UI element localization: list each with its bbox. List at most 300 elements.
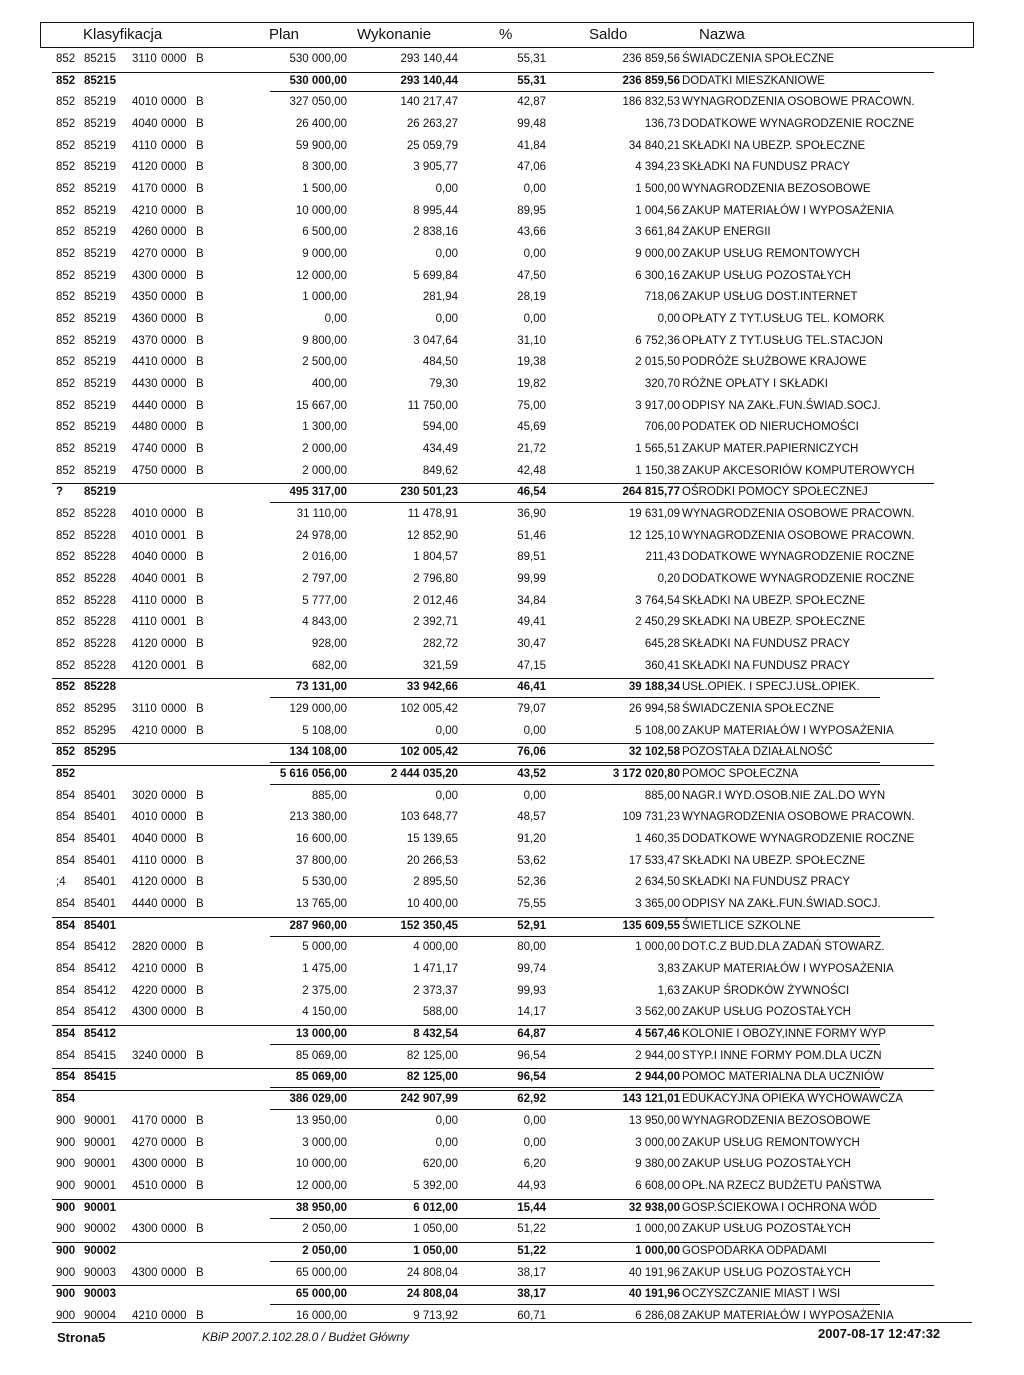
cell-wykonanie: 79,30 [429,378,458,391]
cell-dzial: 854 [56,854,76,867]
cell-plan: 530 000,00 [289,74,347,87]
footer-divider [52,1322,972,1323]
cell-dzial: 854 [56,1006,76,1019]
cell-nazwa: STYP.I INNE FORMY POM.DLA UCZN [682,1049,882,1062]
table-header [40,22,974,48]
cell-dzial: 852 [56,616,76,629]
cell-percent: 51,22 [517,1223,546,1236]
cell-nazwa: POMOC MATERIALNA DLA UCZNIÓW [682,1071,884,1084]
cell-dzial: 854 [56,941,76,954]
cell-rozdzial: 85415 [84,1071,116,1084]
cell-wykonanie: 6 012,00 [413,1201,458,1214]
cell-zrodlo: B [196,833,204,846]
cell-paragraf: 4750 [132,464,158,477]
cell-dzial: 852 [56,161,76,174]
cell-plan: 4 150,00 [302,1006,347,1019]
cell-wykonanie: 140 217,47 [400,96,458,109]
cell-nazwa: PODATEK OD NIERUCHOMOŚCI [682,421,859,434]
cell-plan: 2 050,00 [302,1223,347,1236]
cell-pozycja: 0000 [161,356,187,369]
cell-saldo: 26 994,58 [628,703,680,716]
cell-dzial: 852 [56,421,76,434]
cell-nazwa: ZAKUP USŁUG REMONTOWYCH [682,248,860,261]
cell-zrodlo: B [196,399,204,412]
cell-plan: 1 500,00 [302,183,347,196]
cell-dzial: 852 [56,313,76,326]
cell-rozdzial: 85228 [84,638,116,651]
cell-wykonanie: 293 140,44 [400,74,458,87]
cell-nazwa: SKŁADKI NA FUNDUSZ PRACY [682,659,851,672]
page-footer [0,1326,1024,1350]
cell-zrodlo: B [196,421,204,434]
cell-wykonanie: 321,59 [422,659,458,672]
cell-dzial: 852 [56,226,76,239]
cell-rozdzial: 85219 [84,161,116,174]
cell-dzial: 852 [56,443,76,456]
table-row [0,418,1024,439]
cell-zrodlo: B [196,1309,204,1322]
cell-nazwa: GOSPODARKA ODPADAMI [682,1244,827,1257]
cell-saldo: 17 533,47 [628,854,680,867]
cell-paragraf: 4350 [132,291,158,304]
cell-nazwa: ZAKUP USŁUG DOST.INTERNET [682,291,858,304]
cell-rozdzial: 90001 [84,1136,116,1149]
cell-plan: 386 029,00 [289,1093,347,1106]
cell-rozdzial: 85401 [84,876,116,889]
cell-rozdzial: 85219 [84,421,116,434]
cell-percent: 0,00 [523,724,546,737]
subtotal-underline [270,1261,880,1262]
cell-zrodlo: B [196,443,204,456]
cell-rozdzial: 85219 [84,313,116,326]
cell-plan: 1 475,00 [302,963,347,976]
cell-pozycja: 0000 [161,898,187,911]
table-row [0,1155,1024,1176]
cell-plan: 16 000,00 [295,1309,347,1322]
cell-percent: 75,00 [517,399,546,412]
cell-rozdzial: 90002 [84,1244,116,1257]
cell-zrodlo: B [196,594,204,607]
cell-plan: 5 530,00 [302,876,347,889]
cell-pozycja: 0000 [161,551,187,564]
cell-paragraf: 4110 [132,139,157,152]
cell-percent: 42,48 [517,464,546,477]
cell-rozdzial: 90004 [84,1309,116,1322]
cell-rozdzial: 85219 [84,204,116,217]
table-row [0,180,1024,201]
cell-wykonanie: 0,00 [435,724,458,737]
cell-percent: 15,44 [517,1201,546,1214]
cell-zrodlo: B [196,876,204,889]
cell-saldo: 3 172 020,80 [612,768,680,781]
cell-wykonanie: 434,49 [422,443,458,456]
cell-plan: 13 765,00 [295,898,347,911]
cell-saldo: 264 815,77 [622,486,680,499]
cell-dzial: 852 [56,529,76,542]
cell-paragraf: 4210 [132,724,158,737]
cell-plan: 8 300,00 [302,161,347,174]
cell-dzial: 852 [56,248,76,261]
cell-rozdzial: 85219 [84,378,116,391]
cell-saldo: 12 125,10 [628,529,680,542]
cell-wykonanie: 8 432,54 [413,1028,458,1041]
cell-percent: 14,17 [517,1006,546,1019]
cell-plan: 400,00 [311,378,347,391]
cell-percent: 79,07 [517,703,546,716]
table-row [0,115,1024,136]
cell-wykonanie: 11 750,00 [407,399,458,412]
cell-percent: 19,38 [517,356,546,369]
subtotal-underline [270,1218,880,1219]
table-row [0,527,1024,548]
table-row [0,613,1024,634]
subtotal-underline [270,502,880,503]
cell-dzial: 854 [56,789,76,802]
cell-nazwa: ZAKUP MATERIAŁÓW I WYPOSAŻENIA [682,1309,894,1322]
cell-paragraf: 4040 [132,833,158,846]
cell-pozycja: 0000 [161,96,187,109]
cell-wykonanie: 9 713,92 [413,1309,458,1322]
cell-nazwa: DOT.C.Z BUD.DLA ZADAŃ STOWARZ. [682,941,885,954]
cell-wykonanie: 10 400,00 [406,898,458,911]
cell-nazwa: ZAKUP MATERIAŁÓW I WYPOSAŻENIA [682,963,894,976]
cell-saldo: 3 661,84 [635,226,680,239]
cell-percent: 52,36 [517,876,546,889]
cell-zrodlo: B [196,53,204,65]
cell-plan: 37 800,00 [295,854,347,867]
cell-plan: 682,00 [311,659,347,672]
cell-percent: 60,71 [517,1309,546,1322]
cell-wykonanie: 0,00 [435,313,458,326]
cell-percent: 76,06 [517,746,546,759]
cell-zrodlo: B [196,1136,204,1149]
subtotal-row [0,678,1024,699]
cell-wykonanie: 102 005,42 [400,746,458,759]
cell-nazwa: ŚWIADCZENIA SPOŁECZNE [682,703,835,716]
cell-percent: 44,93 [517,1179,546,1192]
cell-pozycja: 0000 [161,139,187,152]
cell-zrodlo: B [196,183,204,196]
cell-pozycja: 0000 [161,291,187,304]
table-row [0,548,1024,569]
cell-pozycja: 0000 [161,269,187,282]
cell-nazwa: DODATKOWE WYNAGRODZENIE ROCZNE [682,551,915,564]
cell-saldo: 2 944,00 [635,1049,680,1062]
cell-percent: 96,54 [517,1049,546,1062]
cell-percent: 99,48 [517,118,546,130]
cell-wykonanie: 594,00 [422,421,458,434]
cell-zrodlo: B [196,551,204,564]
cell-wykonanie: 2 392,71 [413,616,458,629]
cell-rozdzial: 85401 [84,811,116,824]
cell-nazwa: WYNAGRODZENIA BEZOSOBOWE [682,1114,871,1127]
cell-nazwa: ODPISY NA ZAKŁ.FUN.ŚWIAD.SOCJ. [682,898,881,911]
cell-dzial: 852 [56,399,76,412]
cell-nazwa: GOSP.ŚCIEKOWA I OCHRONA WÓD [682,1201,877,1214]
cell-nazwa: SKŁADKI NA FUNDUSZ PRACY [682,161,851,174]
cell-dzial: 852 [56,291,76,304]
cell-dzial: 900 [56,1309,76,1322]
cell-percent: 43,52 [517,768,546,781]
cell-nazwa: SKŁADKI NA UBEZP. SPOŁECZNE [682,139,866,152]
cell-paragraf: 4110 [132,594,157,607]
cell-saldo: 6 608,00 [635,1179,680,1192]
cell-pozycja: 0000 [161,811,187,824]
cell-wykonanie: 2 838,16 [413,226,458,239]
table-row [0,873,1024,894]
cell-rozdzial: 85219 [84,118,116,130]
cell-pozycja: 0000 [161,1179,187,1192]
cell-rozdzial: 85401 [84,789,116,802]
subtotal-row [0,917,1024,938]
cell-pozycja: 0000 [161,1266,187,1279]
cell-plan: 213 380,00 [289,811,347,824]
cell-paragraf: 4270 [132,1136,158,1149]
cell-paragraf: 4300 [132,1266,158,1279]
table-row [0,202,1024,223]
cell-percent: 38,17 [517,1266,546,1279]
cell-paragraf: 4440 [132,399,158,412]
cell-zrodlo: B [196,1114,204,1127]
cell-dzial: 852 [56,74,76,87]
cell-wykonanie: 103 648,77 [400,811,458,824]
cell-rozdzial: 90001 [84,1201,116,1214]
cell-rozdzial: 85219 [84,356,116,369]
cell-wykonanie: 5 699,84 [413,269,458,282]
cell-pozycja: 0001 [161,529,187,542]
cell-plan: 5 616 056,00 [279,768,347,781]
subtotal-row [0,72,1024,93]
cell-plan: 13 950,00 [295,1114,347,1127]
cell-wykonanie: 230 501,23 [400,486,458,499]
table-row [0,787,1024,808]
cell-paragraf: 4260 [132,226,158,239]
cell-rozdzial: 85228 [84,508,116,521]
cell-pozycja: 0000 [161,53,187,65]
cell-plan: 16 600,00 [295,833,347,846]
cell-percent: 30,47 [517,638,546,651]
cell-pozycja: 0000 [161,204,187,217]
cell-dzial: 852 [56,53,76,65]
cell-nazwa: ZAKUP USŁUG REMONTOWYCH [682,1136,860,1149]
cell-pozycja: 0000 [161,226,187,239]
cell-paragraf: 4210 [132,963,158,976]
cell-pozycja: 0000 [161,183,187,196]
cell-rozdzial: 85219 [84,399,116,412]
cell-percent: 47,50 [517,269,546,282]
cell-nazwa: USŁ.OPIEK. I SPECJ.USŁ.OPIEK. [682,681,860,694]
cell-nazwa: OPŁ.NA RZECZ BUDŻETU PAŃSTWA [682,1179,882,1192]
cell-plan: 10 000,00 [295,204,347,217]
cell-wykonanie: 849,62 [422,464,458,477]
cell-nazwa: KOLONIE I OBOZY,INNE FORMY WYP [682,1028,887,1041]
cell-nazwa: OCZYSZCZANIE MIAST I WSI [682,1288,841,1301]
cell-pozycja: 0000 [161,1309,187,1322]
cell-plan: 2 050,00 [302,1244,347,1257]
cell-plan: 5 108,00 [302,724,347,737]
cell-paragraf: 4170 [132,1114,158,1127]
cell-wykonanie: 2 373,37 [413,984,458,997]
cell-dzial: ? [56,486,64,499]
cell-saldo: 5 108,00 [635,724,680,737]
cell-nazwa: SKŁADKI NA FUNDUSZ PRACY [682,638,851,651]
subtotal-underline [270,936,880,937]
cell-paragraf: 4300 [132,269,158,282]
cell-pozycja: 0000 [161,1136,187,1149]
cell-plan: 1 000,00 [302,291,347,304]
cell-plan: 327 050,00 [289,96,347,109]
cell-wykonanie: 102 005,42 [400,703,458,716]
cell-rozdzial: 85219 [84,334,116,347]
cell-saldo: 1 000,00 [635,1223,680,1236]
cell-wykonanie: 11 478,91 [407,508,458,521]
table-row [0,223,1024,244]
subtotal-underline [270,762,880,763]
cell-paragraf: 4300 [132,1006,158,1019]
cell-saldo: 3,83 [657,963,680,976]
cell-percent: 52,91 [517,919,546,932]
cell-pozycja: 0000 [161,313,187,326]
cell-plan: 2 016,00 [302,551,347,564]
cell-rozdzial: 85219 [84,291,116,304]
cell-rozdzial: 90002 [84,1223,116,1236]
cell-zrodlo: B [196,1049,204,1062]
cell-plan: 134 108,00 [289,746,347,759]
cell-zrodlo: B [196,269,204,282]
cell-pozycja: 0000 [161,724,187,737]
cell-plan: 1 300,00 [302,421,347,434]
cell-rozdzial: 85401 [84,919,116,932]
cell-saldo: 718,06 [644,291,680,304]
cell-zrodlo: B [196,291,204,304]
cell-pozycja: 0000 [161,941,187,954]
cell-zrodlo: B [196,161,204,174]
cell-percent: 0,00 [523,313,546,326]
cell-percent: 47,15 [517,659,546,672]
cell-rozdzial: 90001 [84,1158,116,1171]
cell-zrodlo: B [196,984,204,997]
cell-rozdzial: 85228 [84,616,116,629]
cell-rozdzial: 85401 [84,854,116,867]
cell-pozycja: 0000 [161,464,187,477]
cell-percent: 99,99 [517,573,546,586]
table-row [0,938,1024,959]
cell-wykonanie: 152 350,45 [400,919,458,932]
table-row [0,245,1024,266]
cell-pozycja: 0000 [161,963,187,976]
cell-pozycja: 0000 [161,334,187,347]
cell-wykonanie: 293 140,44 [400,53,458,65]
cell-wykonanie: 82 125,00 [406,1049,458,1062]
cell-paragraf: 3110 [132,703,157,716]
cell-saldo: 34 840,21 [628,139,680,152]
cell-saldo: 0,00 [657,313,680,326]
cell-dzial: 852 [56,204,76,217]
table-row [0,462,1024,483]
cell-pozycja: 0000 [161,854,187,867]
cell-pozycja: 0001 [161,573,187,586]
cell-saldo: 9 380,00 [635,1158,680,1171]
cell-wykonanie: 82 125,00 [406,1071,458,1084]
cell-plan: 65 000,00 [295,1266,347,1279]
page-number: Strona5 [57,1330,106,1345]
table-row [0,267,1024,288]
cell-rozdzial: 90001 [84,1114,116,1127]
subtotal-underline [270,1087,880,1088]
cell-rozdzial: 85219 [84,486,116,499]
cell-zrodlo: B [196,963,204,976]
cell-nazwa: WYNAGRODZENIA OSOBOWE PRACOWN. [682,96,915,109]
table-row [0,137,1024,158]
cell-saldo: 40 191,96 [628,1266,680,1279]
cell-dzial: 852 [56,356,76,369]
cell-saldo: 143 121,01 [622,1093,680,1106]
cell-saldo: 885,00 [644,789,680,802]
cell-saldo: 6 752,36 [635,334,680,347]
cell-saldo: 645,28 [644,638,680,651]
cell-plan: 0,00 [324,313,347,326]
cell-nazwa: ZAKUP USŁUG POZOSTAŁYCH [682,1223,851,1236]
header-percent: % [499,26,513,43]
cell-pozycja: 0000 [161,378,187,391]
cell-dzial: 900 [56,1179,76,1192]
cell-wykonanie: 281,94 [422,291,458,304]
cell-saldo: 1,63 [657,984,680,997]
cell-pozycja: 0001 [161,616,187,629]
cell-saldo: 3 917,00 [635,399,680,412]
cell-paragraf: 4410 [132,356,158,369]
subtotal-row [0,1242,1024,1263]
table-row [0,570,1024,591]
cell-dzial: ;4 [56,876,66,889]
cell-dzial: 854 [56,1093,76,1106]
cell-nazwa: ZAKUP MATERIAŁÓW I WYPOSAŻENIA [682,204,894,217]
cell-nazwa: ZAKUP USŁUG POZOSTAŁYCH [682,1006,851,1019]
cell-rozdzial: 85215 [84,74,116,87]
cell-pozycja: 0000 [161,984,187,997]
table-row [0,1112,1024,1133]
cell-nazwa: ŚWIADCZENIA SPOŁECZNE [682,53,835,65]
cell-rozdzial: 85295 [84,703,116,716]
table-row [0,960,1024,981]
cell-rozdzial: 85415 [84,1049,116,1062]
cell-dzial: 852 [56,183,76,196]
cell-nazwa: DODATKOWE WYNAGRODZENIE ROCZNE [682,833,915,846]
cell-percent: 96,54 [517,1071,546,1084]
cell-plan: 928,00 [311,638,347,651]
cell-rozdzial: 85412 [84,1028,116,1041]
cell-nazwa: OŚRODKI POMOCY SPOŁECZNEJ [682,486,868,499]
subtotal-underline [270,1109,880,1110]
cell-plan: 2 000,00 [302,464,347,477]
table-row [0,657,1024,678]
subtotal-row [0,1068,1024,1089]
cell-paragraf: 4210 [132,204,158,217]
cell-plan: 10 000,00 [295,1158,347,1171]
cell-dzial: 900 [56,1288,76,1301]
cell-saldo: 39 188,34 [628,681,680,694]
cell-nazwa: ZAKUP USŁUG POZOSTAŁYCH [682,1266,851,1279]
cell-plan: 15 667,00 [295,399,347,412]
cell-paragraf: 4220 [132,984,158,997]
cell-saldo: 40 191,96 [628,1288,680,1301]
cell-wykonanie: 25 059,79 [406,139,458,152]
cell-dzial: 852 [56,724,76,737]
cell-pozycja: 0000 [161,161,187,174]
cell-zrodlo: B [196,659,204,672]
cell-plan: 2 500,00 [302,356,347,369]
cell-zrodlo: B [196,248,204,261]
